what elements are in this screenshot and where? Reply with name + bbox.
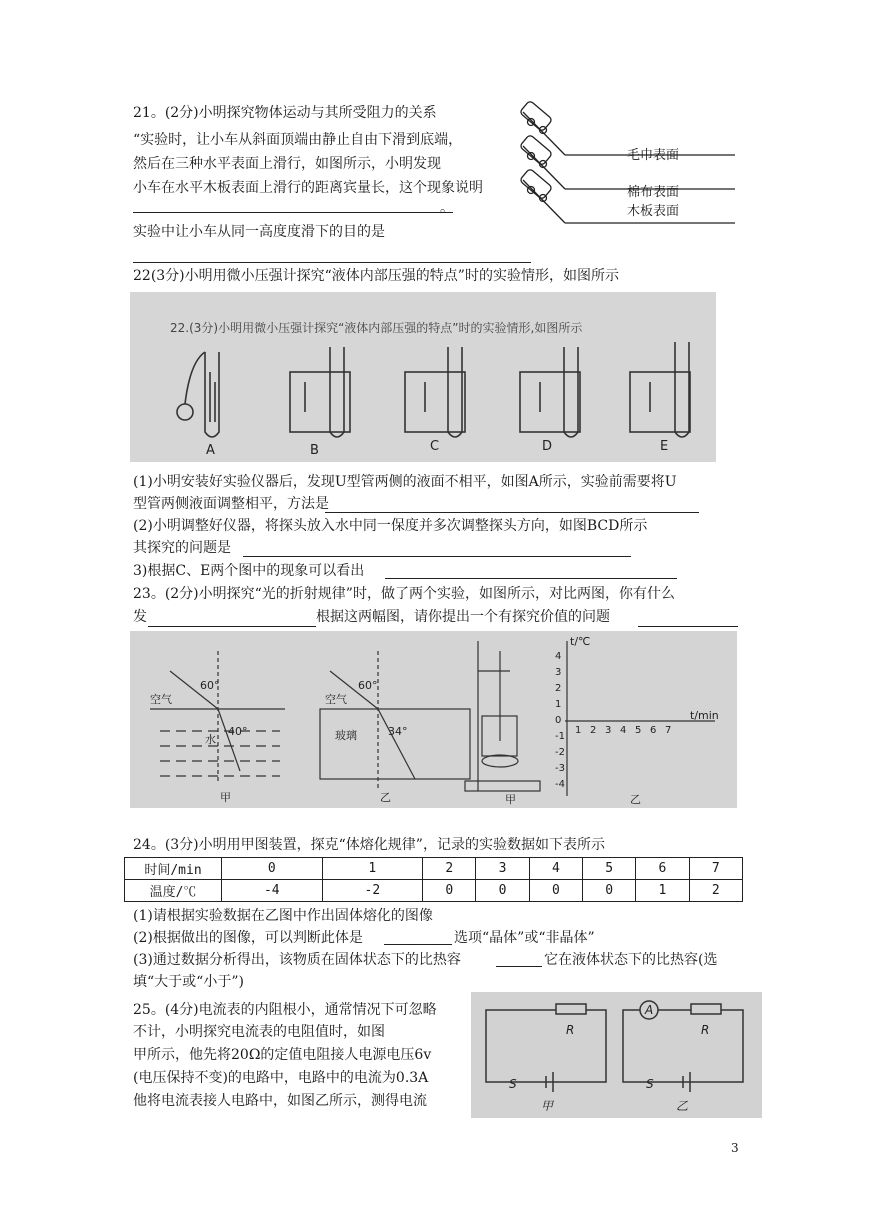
q24-graph-y-tick: -2 bbox=[555, 747, 565, 758]
q24-label-yi: 乙 bbox=[630, 793, 641, 806]
q23-label-yi: 乙 bbox=[380, 791, 391, 804]
table-cell: 3 bbox=[476, 858, 529, 880]
q24-graph-y-tick: -4 bbox=[555, 779, 565, 790]
q24-p3b: 它在液体状态下的比热容(选 bbox=[544, 952, 718, 968]
q24-graph-y-tick: 3 bbox=[555, 667, 562, 678]
q24-p3-answer-blank[interactable] bbox=[496, 966, 542, 967]
q24-graph-y-tick: -3 bbox=[555, 763, 565, 774]
q23-line1: 23。(2分)小明探究“光的折射规律”时，做了两个实验，如图所示，对比两图，你有什么 bbox=[133, 586, 675, 602]
q22-p2-answer-blank[interactable] bbox=[243, 556, 631, 557]
q22-pressure-gauge-photo bbox=[130, 292, 716, 462]
q25-r2-label: R bbox=[701, 1023, 710, 1037]
q25-line2: 不计，小明探究电流表的电阻值时，如图 bbox=[133, 1024, 385, 1040]
table-cell: -4 bbox=[222, 880, 323, 902]
q24-graph-y-tick: 2 bbox=[555, 683, 562, 694]
q23-glass-label: 玻璃 bbox=[335, 729, 357, 742]
q21-answer-blank-2[interactable] bbox=[133, 262, 531, 263]
q22-photo-label-d: D bbox=[542, 439, 553, 454]
q24-p3c: 填“大于或“小于”) bbox=[133, 974, 244, 990]
q23-water-label: 水 bbox=[205, 733, 216, 746]
q24-p2b: 选项“晶体”或“非晶体” bbox=[454, 930, 595, 946]
q23-angle-incident-2: 60° bbox=[358, 679, 378, 692]
table-cell: 0 bbox=[476, 880, 529, 902]
page-number: 3 bbox=[731, 1141, 739, 1155]
q24-graph-y-unit: t/℃ bbox=[570, 635, 591, 648]
q24-p3a: (3)通过数据分析得出，该物质在固体状态下的比热容 bbox=[133, 952, 461, 968]
q24-graph-x-tick: 6 bbox=[650, 725, 657, 736]
table-row-temperature bbox=[125, 880, 743, 902]
q24-graph-y-tick: 0 bbox=[555, 715, 562, 726]
table-cell: 0 bbox=[423, 880, 476, 902]
q24-p2a: (2)根据做出的图像，可以判断此体是 bbox=[133, 930, 363, 946]
table-cell: 5 bbox=[583, 858, 636, 880]
q23-line2a: 发 bbox=[133, 609, 147, 625]
q23-air-label-1: 空气 bbox=[150, 693, 172, 706]
q22-p2-line1: (2)小明调整好仪器，将探头放入水中同一保度并多次调整探头方向，如图BCD所示 bbox=[133, 518, 648, 534]
table-cell: 2 bbox=[423, 858, 476, 880]
q25-label-jia: 甲 bbox=[541, 1099, 554, 1113]
q24-graph-x-unit: t/min bbox=[690, 709, 719, 722]
q24-graph-x-tick: 7 bbox=[665, 725, 672, 736]
q22-photo-label-b: B bbox=[310, 443, 319, 458]
q22-p1-line1: (1)小明安装好实验仪器后，发现U型管两侧的液面不相平，如图A所示，实验前需要将U bbox=[133, 474, 677, 490]
q23-answer-blank-1[interactable] bbox=[148, 626, 316, 627]
q23-angle-incident-1: 60° bbox=[200, 679, 220, 692]
q24-p2-answer-blank[interactable] bbox=[384, 944, 452, 945]
q25-circuit-photo bbox=[471, 992, 762, 1118]
q25-line4: (电压保持不变)的电路中，电路中的电流为0.3A bbox=[133, 1070, 429, 1086]
table-cell: 0 bbox=[222, 858, 323, 880]
q24-graph-x-tick: 1 bbox=[575, 725, 582, 736]
q24-data-table bbox=[124, 857, 743, 902]
table-row-time bbox=[125, 858, 743, 880]
q25-r1-label: R bbox=[566, 1023, 575, 1037]
q24-graph-x-tick: 3 bbox=[605, 725, 612, 736]
q25-switch-label-1: S bbox=[509, 1077, 517, 1091]
table-cell: 7 bbox=[689, 858, 742, 880]
q24-graph-y-tick: 4 bbox=[555, 651, 562, 662]
q21-line4: 小车在水平木板表面上滑行的距离宾量长，这个现象说明 bbox=[133, 180, 483, 196]
q23-q24-figure-photo bbox=[130, 631, 737, 808]
q21-line5-end: 。 bbox=[440, 200, 454, 216]
surface-label-wood: 木板表面 bbox=[627, 204, 680, 219]
q24-label-jia: 甲 bbox=[505, 793, 516, 806]
q24-graph-x-tick: 2 bbox=[590, 725, 597, 736]
q24-graph-x-tick: 5 bbox=[635, 725, 642, 736]
q25-switch-label-2: S bbox=[646, 1077, 654, 1091]
q22-photo-label-a: A bbox=[206, 443, 215, 458]
table-header-temperature: 温度/℃ bbox=[125, 880, 222, 902]
q22-p1-answer-blank[interactable] bbox=[325, 512, 699, 513]
table-cell: 0 bbox=[529, 880, 582, 902]
table-cell: 0 bbox=[583, 880, 636, 902]
q25-ammeter-label: A bbox=[645, 1003, 654, 1017]
table-cell: 2 bbox=[689, 880, 742, 902]
table-cell: 6 bbox=[636, 858, 689, 880]
q21-line2: “实验时，让小车从斜面顶端由静止自由下滑到底端， bbox=[133, 132, 463, 148]
table-cell: 1 bbox=[322, 858, 423, 880]
table-cell: 4 bbox=[529, 858, 582, 880]
q24-graph-y-tick: -1 bbox=[555, 731, 565, 742]
table-cell: 1 bbox=[636, 880, 689, 902]
surface-label-cotton: 棉布表面 bbox=[627, 185, 680, 200]
q25-label-yi: 乙 bbox=[676, 1099, 689, 1113]
surface-label-towel: 毛巾表面 bbox=[627, 148, 680, 163]
q23-line2b: 根据这两幅图，请你提出一个有探究价值的问题 bbox=[316, 609, 610, 625]
q22-p3-answer-blank[interactable] bbox=[385, 578, 677, 579]
q24-p1: (1)请根据实验数据在乙图中作出固体熔化的图像 bbox=[133, 908, 433, 924]
q23-air-label-2: 空气 bbox=[325, 693, 347, 706]
q22-photo-label-e: E bbox=[660, 439, 669, 454]
q25-line5: 他将电流表接人电路中，如图乙所示，测得电流 bbox=[133, 1093, 427, 1109]
q23-angle-water: 40° bbox=[228, 725, 248, 738]
q23-label-jia: 甲 bbox=[220, 791, 231, 804]
q25-line1: 25。(4分)电流表的内阻根小，通常情况下可忽略 bbox=[133, 1002, 437, 1018]
q24-graph-x-tick: 4 bbox=[620, 725, 627, 736]
q21-line1: 21。(2分)小明探究物体运动与其所受阻力的关系 bbox=[133, 105, 437, 121]
q24-graph-y-tick: 1 bbox=[555, 699, 562, 710]
q22-p2-line2: 其探究的问题是 bbox=[133, 540, 231, 556]
q21-line3: 然后在三种水平表面上滑行，如图所示，小明发现 bbox=[133, 156, 441, 172]
q23-answer-blank-2[interactable] bbox=[638, 626, 738, 627]
q21-line6: 实验中让小车从同一高度度滑下的目的是 bbox=[133, 224, 385, 240]
q24-title: 24。(3分)小明用甲图装置，探克“体熔化规律”，记录的实验数据如下表所示 bbox=[133, 837, 605, 853]
q22-p3: 3)根据C、E两个图中的现象可以看出 bbox=[133, 563, 365, 579]
table-cell: -2 bbox=[322, 880, 423, 902]
q22-p1-line2: 型管两侧液面调整相平，方法是 bbox=[133, 496, 329, 512]
q23-angle-glass: 34° bbox=[388, 725, 408, 738]
table-header-time: 时间/min bbox=[125, 858, 222, 880]
q22-title: 22(3分)小明用微小压强计探究“液体内部压强的特点”时的实验情形，如图所示 bbox=[133, 268, 619, 284]
q21-answer-blank-1[interactable] bbox=[133, 212, 453, 213]
q25-line3: 甲所示，他先将20Ω的定值电阻接人电源电压6v bbox=[133, 1047, 432, 1063]
q22-photo-title: 22.(3分)小明用微小压强计探究“液体内部压强的特点”时的实验情形,如图所示 bbox=[170, 321, 583, 335]
q22-photo-label-c: C bbox=[430, 439, 440, 454]
